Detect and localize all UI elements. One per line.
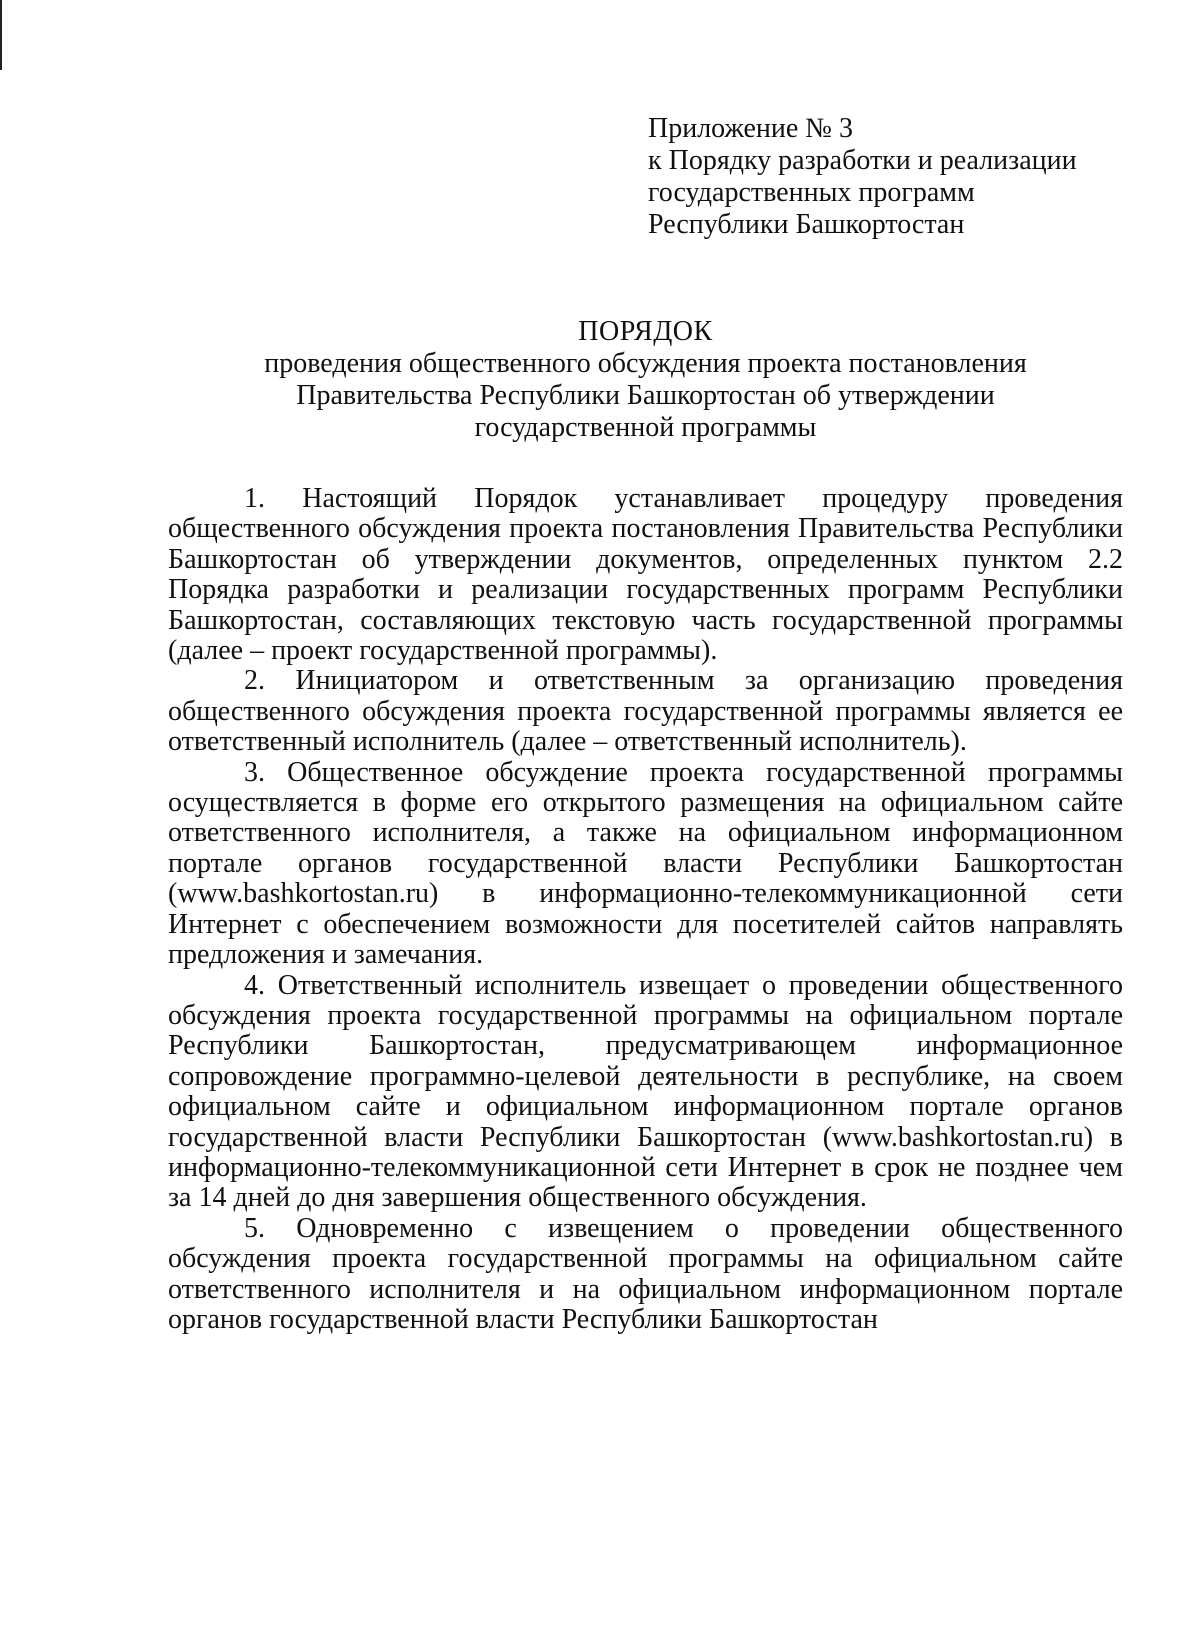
appendix-line-4: Республики Башкортостан (648, 209, 965, 240)
paragraph-3: 3. Общественное обсуждение проекта государственной программы осуществляется в форме его открытого размещения на официальном сайте ответственного исполнителя, а также на официальном информационном портале органов государственной власти Республики Башкортостан (www.bashkortostan.ru) в информационно-телекоммуникационной сети Интернет с обеспечением возможности для посетителей сайтов направлять предложения и замечания. (168, 756, 1123, 971)
document-subtitle-line-1: проведения общественного обсуждения проекта постановления (264, 348, 1027, 379)
document-heading (168, 316, 1123, 444)
paragraph-2: 2. Инициатором и ответственным за организацию проведения общественного обсуждения проекта государственной программы является ее ответственный исполнитель (далее – ответственный исполнитель). (168, 665, 1123, 758)
document-subtitle-line-2: Правительства Республики Башкортостан об утверждении (296, 380, 995, 411)
paragraph-5: 5. Одновременно с извещением о проведении общественного обсуждения проекта государственной программы на официальном сайте ответственного исполнителя и на официальном информационном портале органов государственной власти Республики Башкортостан (168, 1212, 1123, 1335)
paragraph-1: 1. Настоящий Порядок устанавливает процедуру проведения общественного обсуждения проекта постановления Правительства Республики Башкортостан об утверждении документов, определенных пунктом 2.2 Порядка разработки и реализации государственных программ Республики Башкортостан, составляющих текстовую часть государственной программы (далее – проект государственной программы). (168, 483, 1123, 667)
paragraph-4: 4. Ответственный исполнитель извещает о проведении общественного обсуждения проекта государственной программы на официальном портале Республики Башкортостан, предусматривающем информационное сопровождение программно-целевой деятельности в республике, на своем официальном сайте и официальном информационном портале органов государственной власти Республики Башкортостан (www.bashkortostan.ru) в информационно-телекоммуникационной сети Интернет в срок не позднее чем за 14 дней до дня завершения общественного обсуждения. (168, 969, 1123, 1214)
document-body (168, 484, 1123, 1335)
appendix-number: Приложение № 3 (648, 113, 853, 144)
appendix-line-3: государственных программ (648, 177, 975, 208)
document-title: ПОРЯДОК (578, 316, 713, 347)
document-subtitle-line-3: государственной программы (474, 412, 817, 443)
scan-edge-line (0, 0, 2, 70)
appendix-reference (648, 113, 1168, 241)
appendix-line-2: к Порядку разработки и реализации (648, 145, 1077, 176)
